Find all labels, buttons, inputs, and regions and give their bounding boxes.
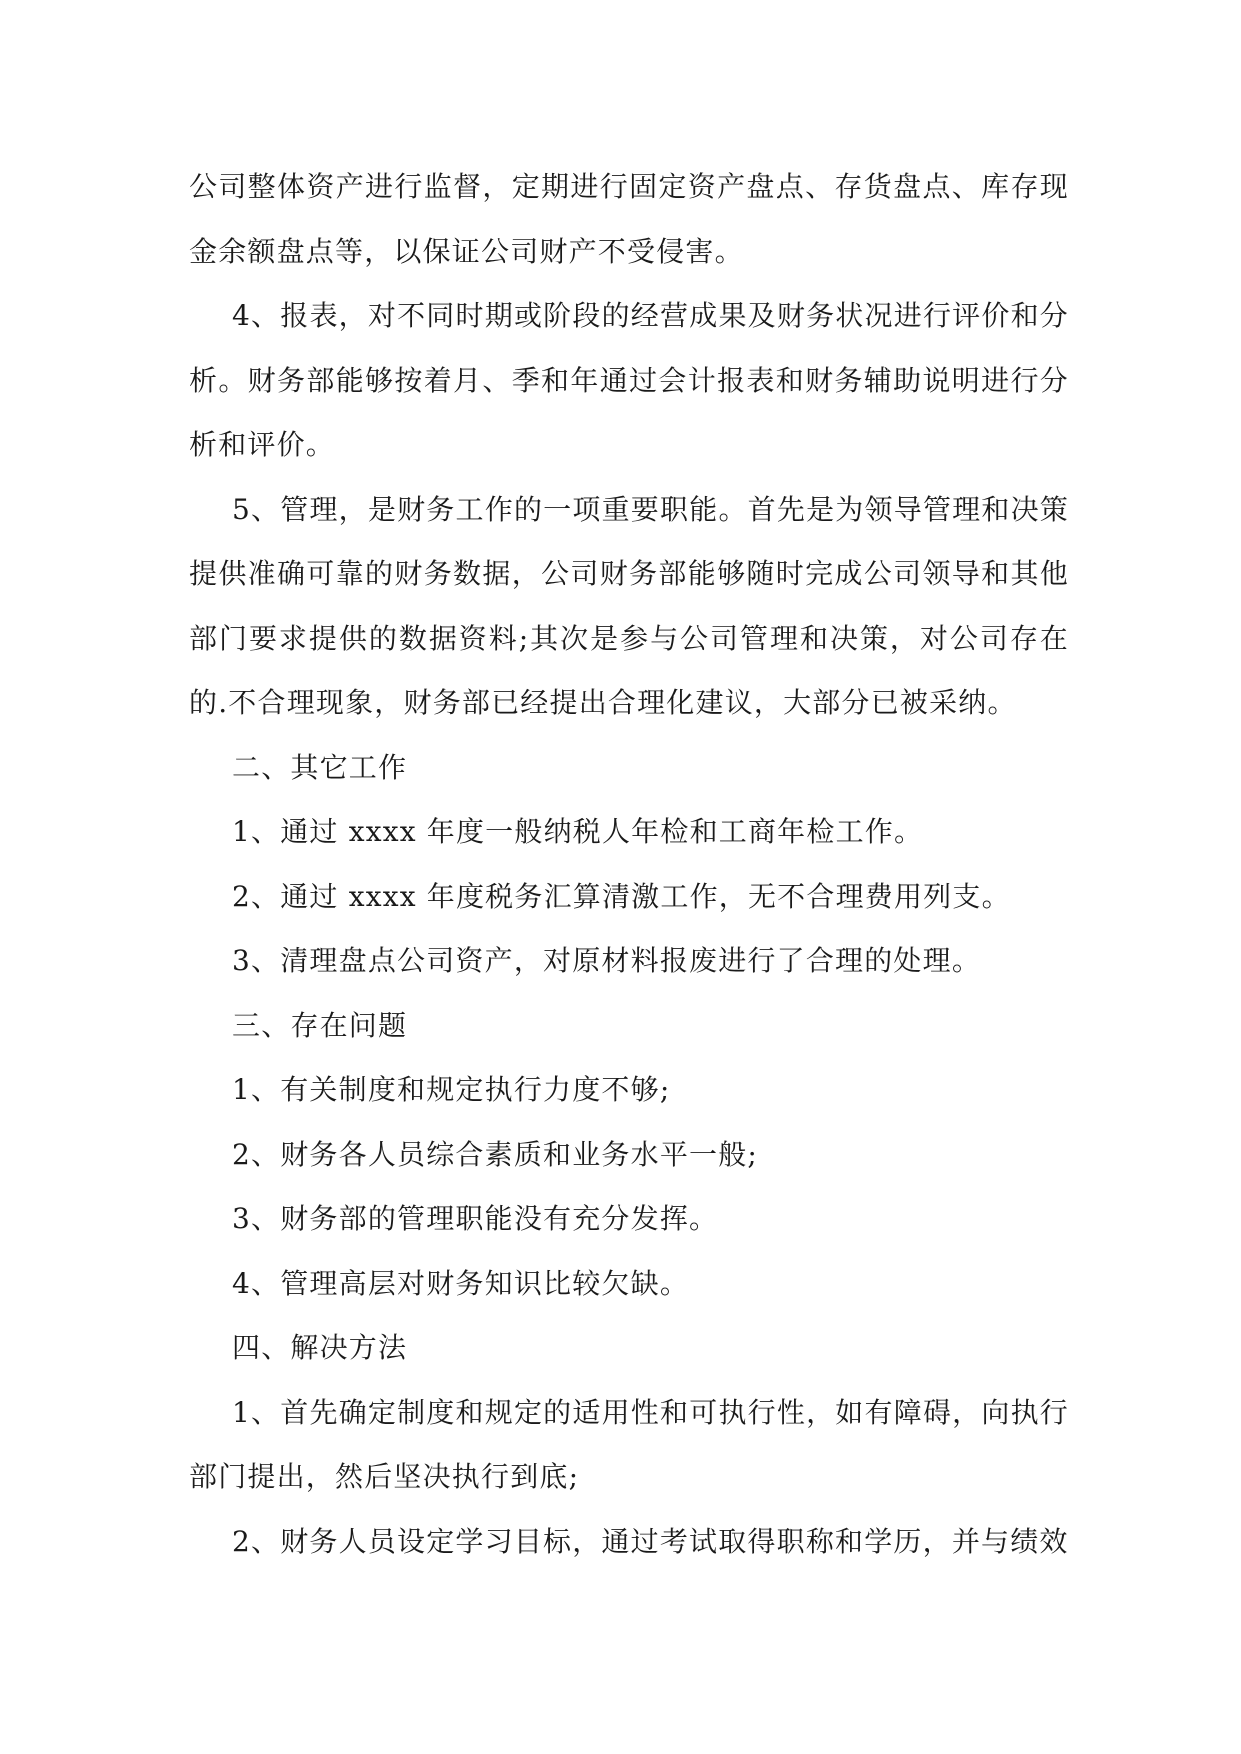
paragraph-reports: 4、报表，对不同时期或阶段的经营成果及财务状况进行评价和分析。财务部能够按着月、季和年通过会计报表和财务辅助说明进行分析和评价。 xyxy=(189,299,1069,461)
heading-solutions: 四、解决方法 xyxy=(232,1331,408,1364)
list-item-other-work-2: 2、通过 xxxx 年度税务汇算清激工作，无不合理费用列支。 xyxy=(232,879,1011,913)
list-item-other-work-3: 3、清理盘点公司资产，对原材料报废进行了合理的处理。 xyxy=(232,944,982,977)
list-item-solution-2: 2、财务人员设定学习目标，通过考试取得职称和学历，并与绩效 xyxy=(232,1524,1069,1558)
list-item-other-work-1: 1、通过 xxxx 年度一般纳税人年检和工商年检工作。 xyxy=(232,815,924,848)
list-item-problem-1: 1、有关制度和规定执行力度不够; xyxy=(232,1073,671,1106)
list-item-problem-4: 4、管理高层对财务知识比较欠缺。 xyxy=(232,1266,690,1300)
heading-other-work: 二、其它工作 xyxy=(232,750,408,784)
paragraph-asset-supervision: 公司整体资产进行监督，定期进行固定资产盘点、存货盘点、库存现金余额盘点等，以保证公司财产不受侵害。 xyxy=(189,170,1069,268)
paragraph-management: 5、管理，是财务工作的一项重要职能。首先是为领导管理和决策提供准确可靠的财务数据，公司财务部能够随时完成公司领导和其他部门要求提供的数据资料;其次是参与公司管理和决策，对公司存在的.不合理现象，财务部已经提出合理化建议，大部分已被采纳。 xyxy=(189,492,1069,719)
heading-existing-problems: 三、存在问题 xyxy=(232,1008,408,1042)
list-item-problem-2: 2、财务各人员综合素质和业务水平一般; xyxy=(232,1137,759,1171)
document-body xyxy=(189,155,1069,1574)
list-item-problem-3: 3、财务部的管理职能没有充分发挥。 xyxy=(232,1202,719,1235)
list-item-solution-1: 1、首先确定制度和规定的适用性和可执行性，如有障碍，向执行部门提出，然后坚决执行到底; xyxy=(189,1395,1069,1493)
